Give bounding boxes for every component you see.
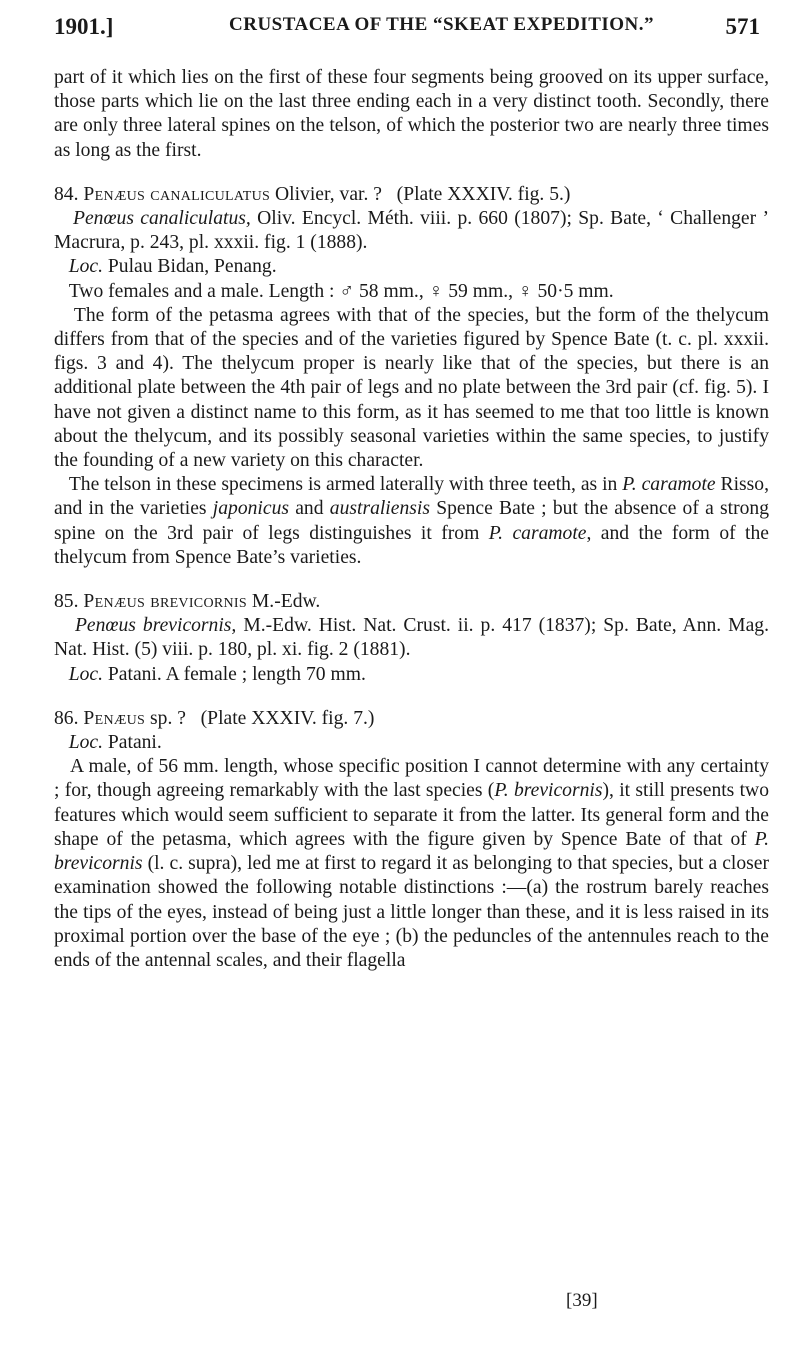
header-year: 1901.] (54, 14, 114, 39)
paragraph-text: The form of the petasma agrees with that of the species, but the form of the thelycum differs from that of the species and of the varieties figured by Spence Bate (t. c. pl. xxxii. figs. 3 and 4). The thelycum proper is nearly like that of the species, but there is an additional plate between the 4th pair of legs and no plate between the 3rd pair (cf. fig. 5). I have not given a distinct name to this form, as it has seemed to me that too little is known about the thelycum, and its possibly seasonal varieties within the same species, to justify the founding of a new variety on this character. (54, 304, 769, 472)
signature-mark: [39] (566, 1290, 598, 1311)
species-ref: P. caramote (488, 522, 587, 544)
species-ref: australiensis (329, 498, 430, 520)
species-heading-84 (54, 183, 769, 207)
species-number: 85. (54, 591, 79, 613)
loc-label: Loc. (68, 732, 103, 754)
species-ref: P. brevicornis (494, 780, 603, 802)
text: A male, of 56 mm. length, whose specific position I cannot determine with any certainty ; for, though agreeing remarkably with the last species ( (54, 756, 769, 802)
ref-name: Penœus canaliculatus, (73, 208, 251, 230)
text: ), it still presents two features which would seem sufficient to separate it from the latter. Its general form and the shape of the petasma, which agrees with the figure given by Spence Bate of that of (54, 780, 770, 850)
species-heading-85 (54, 590, 769, 614)
loc-text: Pulau Bidan, Penang. (107, 256, 277, 278)
locality (54, 663, 769, 687)
plate-reference: (Plate XXXIV. fig. 5.) (396, 183, 571, 205)
header-title: CRUSTACEA OF THE “SKEAT EXPEDITION.” (229, 14, 655, 35)
page-number: 571 (725, 14, 760, 39)
paragraph: part of it which lies on the first of these four segments being grooved on its upper surface, those parts which lie on the last three ending each in a very distinct tooth. Secondly, there are only three lateral spines on the telson, of which the posterior two are nearly three times as long as the first. (54, 67, 769, 161)
synonymy (54, 207, 769, 255)
loc-text: Patani. (107, 732, 162, 754)
species-name: Penæus brevicornis (83, 591, 247, 613)
text-body (54, 66, 769, 973)
species-ref: P. brevicornis (54, 828, 769, 875)
loc-label: Loc. (68, 256, 103, 278)
ref-name: Penœus brevicornis, (74, 615, 237, 637)
text: and (289, 498, 330, 520)
species-name: Penæus (83, 707, 146, 729)
running-header (54, 14, 772, 48)
paragraph (54, 473, 769, 570)
synonymy (54, 614, 769, 662)
species-ref: P. caramote (622, 474, 716, 496)
loc-label: Loc. (68, 663, 103, 685)
plate-reference: (Plate XXXIV. fig. 7.) (200, 707, 375, 729)
specimens (54, 280, 769, 304)
text: , and the form of the thelycum from Spence Bate’s varieties. (54, 522, 769, 568)
paragraph (54, 755, 769, 973)
ref-text: Oliv. Encycl. Méth. viii. p. 660 (1807); Sp. Bate, ‘ Challenger ’ Macrura, p. 243, pl. xxxii. fig. 1 (1888). (54, 208, 769, 254)
text: The telson in these specimens is armed laterally with three teeth, as in (68, 474, 623, 496)
text: Spence Bate ; but the absence of a strong spine on the 3rd pair of legs distinguishes it from (54, 498, 770, 544)
species-number: 86. (54, 707, 79, 729)
species-heading-86 (54, 707, 769, 731)
specimens-text: Two females and a male. Length : ♂ 58 mm., ♀ 59 mm., ♀ 50·5 mm. (68, 280, 614, 302)
locality (54, 731, 769, 755)
species-ref: japonicus (212, 498, 289, 520)
ref-text: M.-Edw. Hist. Nat. Crust. ii. p. 417 (1837); Sp. Bate, Ann. Mag. Nat. Hist. (5) viii. p. 180, pl. xi. fig. 2 (1881). (54, 615, 769, 661)
text: (l. c. supra), led me at first to regard it as belonging to that species, but a closer examination showed the following notable distinctions :—(a) the rostrum barely reaches the tips of the eyes, instead of being just a little longer than these, and it is less raised in its proximal portion over the base of the eye ; (b) the peduncles of the antennules reach to the ends of the antennal scales, and their flagella (54, 853, 769, 971)
species-author: Olivier, var. ? (275, 183, 382, 205)
text: Risso, and in the varieties (54, 474, 769, 520)
locality (54, 255, 769, 279)
species-name: Penæus canaliculatus (83, 183, 271, 205)
paragraph (54, 304, 769, 473)
species-author: sp. ? (150, 707, 186, 729)
species-author: M.-Edw. (251, 591, 321, 613)
loc-text: Patani. A female ; length 70 mm. (107, 663, 366, 685)
species-number: 84. (54, 183, 79, 205)
